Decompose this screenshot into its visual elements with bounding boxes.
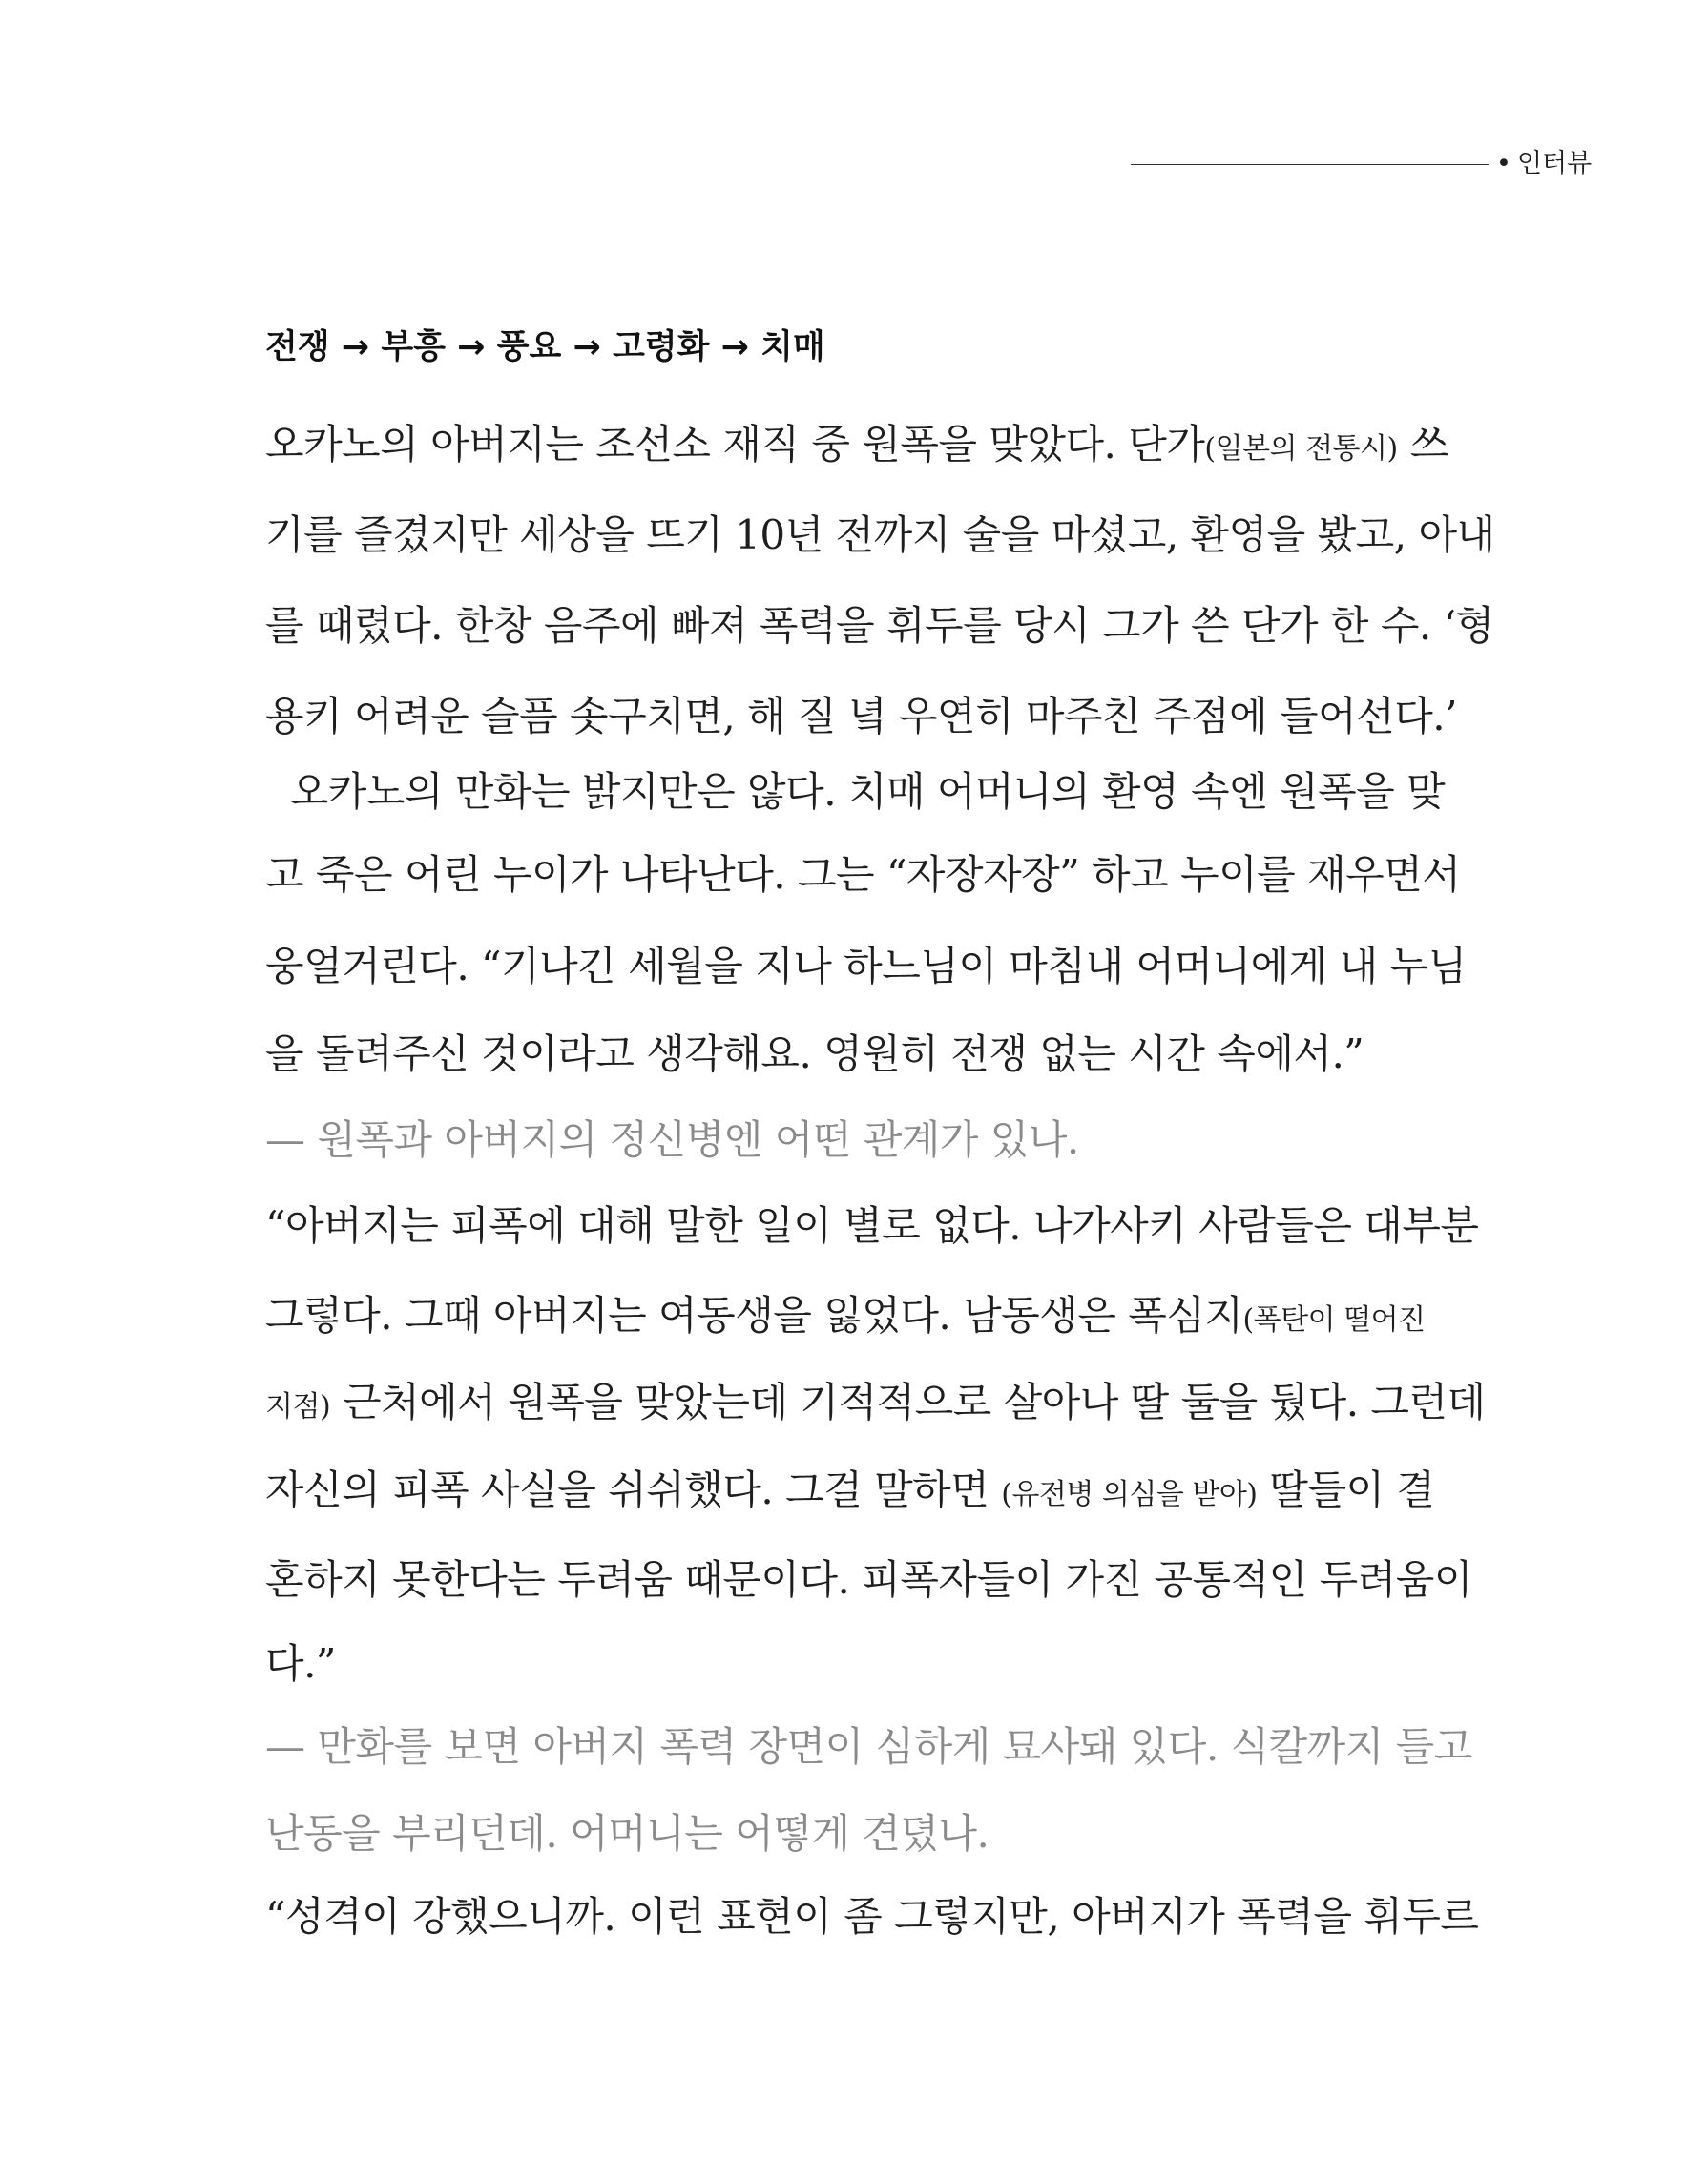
body-line: 지점) 근처에서 원폭을 맞았는데 기적적으로 살아나 딸 둘을 뒀다. 그런데 bbox=[265, 1379, 1486, 1425]
body-line: 용키 어려운 슬픔 솟구치면, 해 질 녘 우연히 마주친 주점에 들어선다.’ bbox=[265, 693, 1458, 739]
question-line: 난동을 부리던데. 어머니는 어떻게 견뎠나. bbox=[265, 1810, 989, 1857]
bullet-icon: • bbox=[1496, 149, 1511, 178]
body-line: 웅얼거린다. “기나긴 세월을 지나 하느님이 마침내 어머니에게 내 누님 bbox=[265, 943, 1467, 989]
question-line: — 원폭과 아버지의 정신병엔 어떤 관계가 있나. bbox=[265, 1116, 1079, 1163]
header-rule bbox=[1131, 164, 1489, 165]
body-line: 오카노의 만화는 밝지만은 않다. 치매 어머니의 환영 속엔 원폭을 맞 bbox=[265, 768, 1446, 815]
body-line: 를 때렸다. 한창 음주에 빠져 폭력을 휘두를 당시 그가 쓴 단가 한 수. ‘형 bbox=[265, 602, 1494, 649]
body-line: 고 죽은 어린 누이가 나타난다. 그는 “자장자장” 하고 누이를 재우면서 bbox=[265, 851, 1461, 898]
body-line: “성격이 강했으니까. 이런 표현이 좀 그렇지만, 아버지가 폭력을 휘두르 bbox=[265, 1893, 1479, 1940]
section-subhead: 전쟁 → 부흥 → 풍요 → 고령화 → 치매 bbox=[265, 328, 825, 366]
body-line: 그렇다. 그때 아버지는 여동생을 잃었다. 남동생은 폭심지(폭탄이 떨어진 bbox=[265, 1292, 1426, 1339]
section-label bbox=[1496, 143, 1592, 185]
body-line: 혼하지 못한다는 두려움 때문이다. 피폭자들이 가진 공통적인 두려움이 bbox=[265, 1556, 1472, 1603]
question-line: — 만화를 보면 아버지 폭력 장면이 심하게 묘사돼 있다. 식칼까지 들고 bbox=[265, 1723, 1472, 1770]
section-label-text: 인터뷰 bbox=[1516, 149, 1593, 178]
body-line: 자신의 피폭 사실을 쉬쉬했다. 그걸 말하면 (유전병 의심을 받아) 딸들이 결 bbox=[265, 1466, 1435, 1513]
body-line: 오카노의 아버지는 조선소 재직 중 원폭을 맞았다. 단가(일본의 전통시) 쓰 bbox=[265, 421, 1448, 468]
body-line: 다.” bbox=[265, 1640, 336, 1687]
body-line: 기를 즐겼지만 세상을 뜨기 10년 전까지 술을 마셨고, 환영을 봤고, 아내 bbox=[265, 511, 1495, 558]
body-line: “아버지는 피폭에 대해 말한 일이 별로 없다. 나가사키 사람들은 대부분 bbox=[265, 1202, 1479, 1249]
body-line: 을 돌려주신 것이라고 생각해요. 영원히 전쟁 없는 시간 속에서.” bbox=[265, 1030, 1364, 1077]
